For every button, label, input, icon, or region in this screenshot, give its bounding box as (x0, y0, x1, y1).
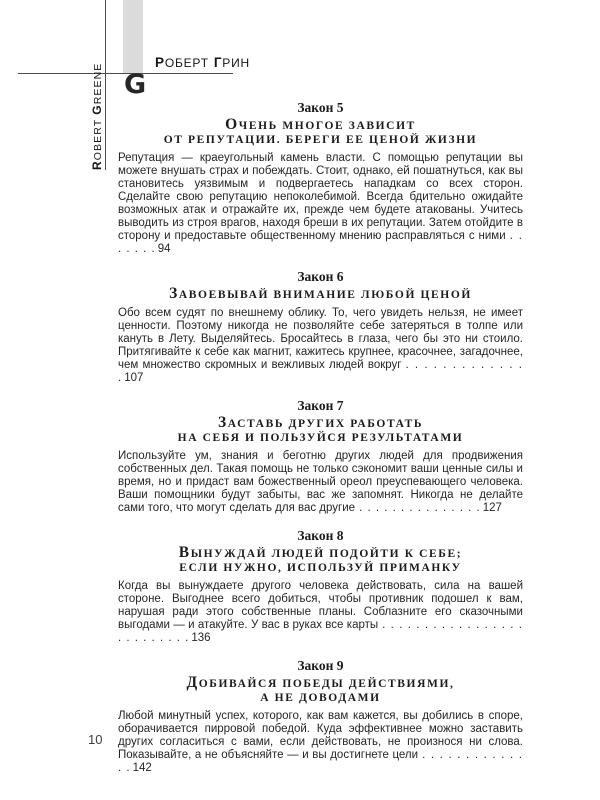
law-description: Когда вы вынуждаете другого человека действовать, сила на вашей стороне. Выгоднее всего добиться, чтобы противник подошел к вам, нарушая ради этого собственные планы. Соблазните его сказочными выгодами — и атакуйте. У вас в руках все карты . . . . . . . . . . . . . . . . . . . . . . . . . . 136 (118, 580, 523, 644)
law-number: Закон 8 (297, 528, 344, 543)
publisher-letter-logo: G (124, 69, 147, 100)
law-title: ДОБИВАЙСЯ ПОБЕДЫ ДЕЙСТВИЯМИ, А НЕ ДОВОДАМИ (186, 674, 455, 704)
law-number: Закон 5 (297, 100, 344, 115)
law-number: Закон 7 (297, 398, 344, 413)
law-description: Используйте ум, знания и беготню других людей для продвижения собственных дел. Такая помощь не только сэкономит ваши ценные силы и время, но и придаст вам божественный ореол преуспевающего человека. Ваши помощники будут забыты, вас же запомнят. Никогда не делайте сами того, что могут сделать для вас другие . . . . . . . . . . . . . . . 127 (118, 450, 523, 514)
law-page-number: 136 (191, 632, 211, 644)
law-page-number: 142 (132, 762, 152, 774)
dot-leader: . . . . . . . . . . . . . . . . . . . . . . . . . . (118, 619, 523, 644)
dot-leader: . . . . . . . . . . . . . . (118, 749, 523, 774)
law-description: Репутация — краеугольный камень власти. С помощью репутации вы можете внушать страх и побеждать. Стоит, однако, ей пошатнуться, как вы становитесь уязвимым и подвергаетесь нападкам со всех сторон. Сделайте свою репутацию непоколебимой. Всегда бдительно ожидайте возможных атак и отражайте их, прежде чем будете атакованы. Учитесь выводить из строя врагов, находя бреши в их репутации. Затем отойдите в сторону и предоставьте общественному мнению расправляться с ними . . . . . . . 94 (118, 152, 523, 255)
spine-word-last: GREENE (90, 62, 104, 115)
author-word-first: РОБЕРТ (155, 55, 209, 70)
law-description: Обо всем судят по внешнему облику. То, чего увидеть нельзя, не имеет ценности. Поэтому никогда не позволяйте себе затеряться в толпе или кануть в Лету. Выделяйтесь. Бросайтесь в глаза, чего бы это ни стоило. Притягивайте к себе как магнит, кажитесь крупнее, красочнее, загадочнее, чем множество скромных и вежливых людей вокруг . . . . . . . . . . . . . . 107 (118, 307, 523, 384)
toc-entry-law-5 (118, 100, 523, 256)
dot-leader: . . . . . . . (118, 230, 523, 255)
toc-entry-law-8 (118, 528, 523, 645)
toc-entry-law-9 (118, 658, 523, 775)
vertical-rule (105, 0, 106, 170)
law-title: ЗАСТАВЬ ДРУГИХ РАБОТАТЬ НА СЕБЯ И ПОЛЬЗУЙСЯ РЕЗУЛЬТАТАМИ (177, 414, 464, 444)
law-number: Закон 9 (297, 658, 344, 673)
law-title: ОЧЕНЬ МНОГОЕ ЗАВИСИТ ОТ РЕПУТАЦИИ. БЕРЕГИ ЕЕ ЦЕНОЙ ЖИЗНИ (163, 116, 478, 146)
law-page-number: 107 (124, 372, 144, 384)
author-word-last: ГРИН (213, 55, 250, 70)
folio-page-number: 10 (88, 732, 103, 747)
dot-leader: . . . . . . . . . . . . . . (118, 359, 523, 384)
law-page-number: 94 (157, 243, 171, 255)
gray-accent-bar (123, 0, 143, 73)
dot-leader: . . . . . . . . . . . . . . . (359, 502, 481, 514)
law-title: ЗАВОЕВЫВАЙ ВНИМАНИЕ ЛЮБОЙ ЦЕНОЙ (169, 285, 472, 302)
spine-author-name-vertical (90, 63, 104, 170)
law-title: ВЫНУЖДАЙ ЛЮДЕЙ ПОДОЙТИ К СЕБЕ; ЕСЛИ НУЖНО, ИСПОЛЬЗУЙ ПРИМАНКУ (178, 544, 463, 574)
law-description: Любой минутный успех, которого, как вам кажется, вы добились в споре, оборачивается пирровой победой. Куда эффективнее можно заставить других согласиться с вами, если действовать, не произнося ни слова. Показывайте, а не объясняйте — и вы достигнете цели . . . . . . . . . . . . . . 142 (118, 710, 523, 774)
law-number: Закон 6 (297, 269, 344, 284)
toc-entry-law-6 (118, 269, 523, 385)
table-of-contents (118, 100, 523, 788)
toc-entry-law-7 (118, 398, 523, 515)
author-name (155, 55, 250, 70)
spine-word-first: ROBERT (90, 118, 104, 170)
law-page-number: 127 (482, 502, 502, 514)
